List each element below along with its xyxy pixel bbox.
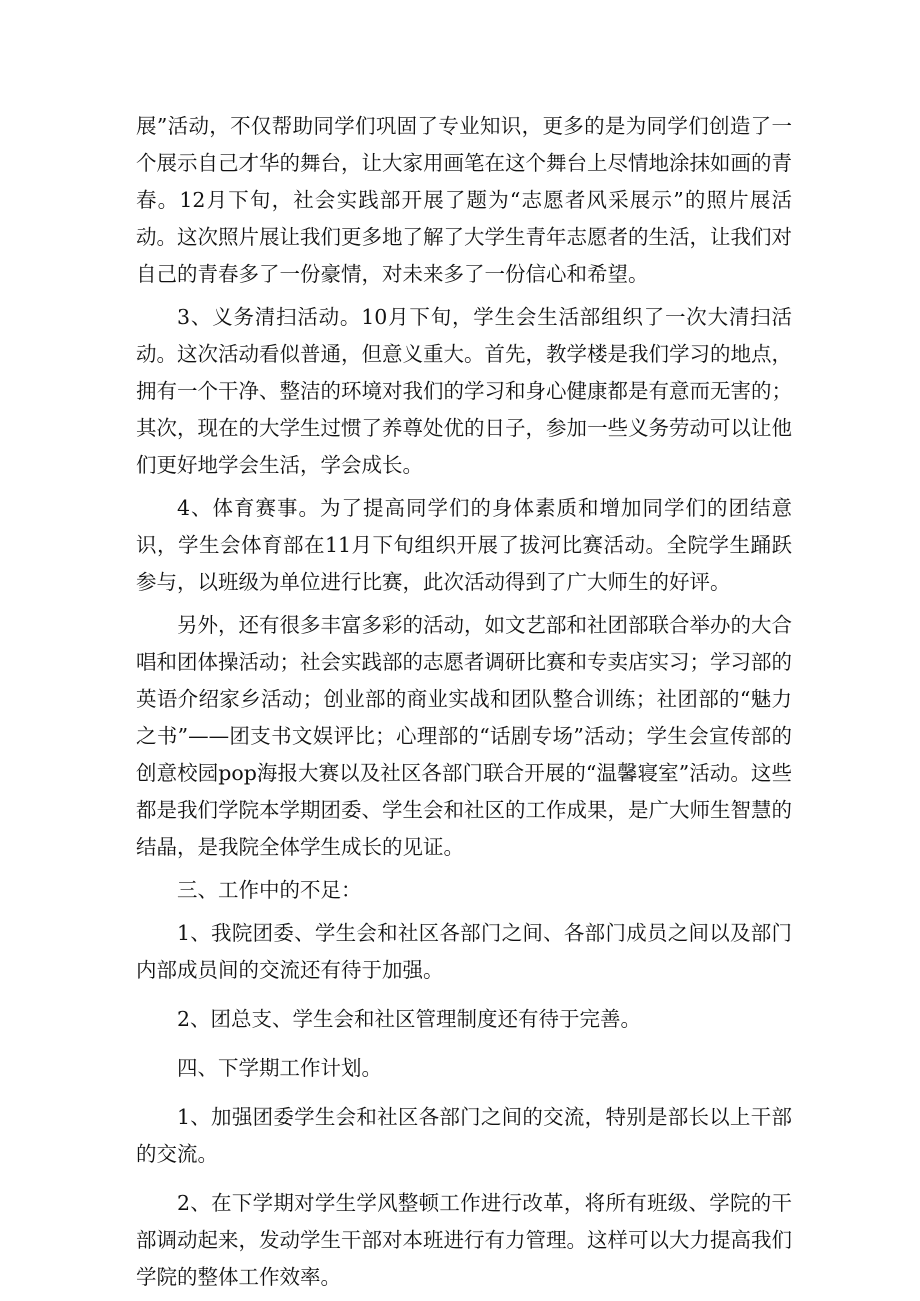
section-heading-shortcomings: 三、工作中的不足： [177,878,362,902]
paragraph-sports-events: 4、体育赛事。为了提高同学们的身体素质和增加同学们的团结意识，学生会体育部在11月下旬组织开展了拔河比赛活动。全院学生踊跃参与，以班级为单位进行比赛，此次活动得到了广大师生的好评。 [136,496,792,594]
section-heading-next-plan: 四、下学期工作计划。 [177,1056,382,1080]
paragraph-other-activities: 另外，还有很多丰富多彩的活动，如文艺部和社团部联合举办的大合唱和团体操活动；社会实践部的志愿者调研比赛和专卖店实习；学习部的英语介绍家乡活动；创业部的商业实战和团队整合训练；社团部的“魅力之书”——团支书文娱评比；心理部的“话剧专场”活动；学生会宣传部的创意校园pop海报大赛以及社区各部门联合开展的“温馨寝室”活动。这些都是我们学院本学期团委、学生会和社区的工作成果，是广大师生智慧的结晶，是我院全体学生成长的见证。 [136,613,792,859]
paragraph-plan-2: 2、在下学期对学生学风整顿工作进行改革，将所有班级、学院的干部调动起来，发动学生干部对本班进行有力管理。这样可以大力提高我们学院的整体工作效率。 [136,1191,792,1289]
paragraph-continued: 展”活动，不仅帮助同学们巩固了专业知识，更多的是为同学们创造了一个展示自己才华的舞台，让大家用画笔在这个舞台上尽情地涂抹如画的青春。12月下旬，社会实践部开展了题为“志愿者风采展示”的照片展活动。这次照片展让我们更多地了解了大学生青年志愿者的生活，让我们对自己的青春多了一份豪情，对未来多了一份信心和希望。 [136,114,792,286]
paragraph-shortcoming-1: 1、我院团委、学生会和社区各部门之间、各部门成员之间以及部门内部成员间的交流还有待于加强。 [136,921,792,982]
paragraph-plan-1: 1、加强团委学生会和社区各部门之间的交流，特别是部长以上干部的交流。 [136,1105,792,1166]
document-body [136,108,792,1296]
paragraph-shortcoming-2: 2、团总支、学生会和社区管理制度还有待于完善。 [177,1007,642,1031]
paragraph-cleaning-activity: 3、义务清扫活动。10月下旬，学生会生活部组织了一次大清扫活动。这次活动看似普通，但意义重大。首先，教学楼是我们学习的地点，拥有一个干净、整洁的环境对我们的学习和身心健康都是有意而无害的；其次，现在的大学生过惯了养尊处优的日子，参加一些义务劳动可以让他们更好地学会生活，学会成长。 [136,305,792,477]
